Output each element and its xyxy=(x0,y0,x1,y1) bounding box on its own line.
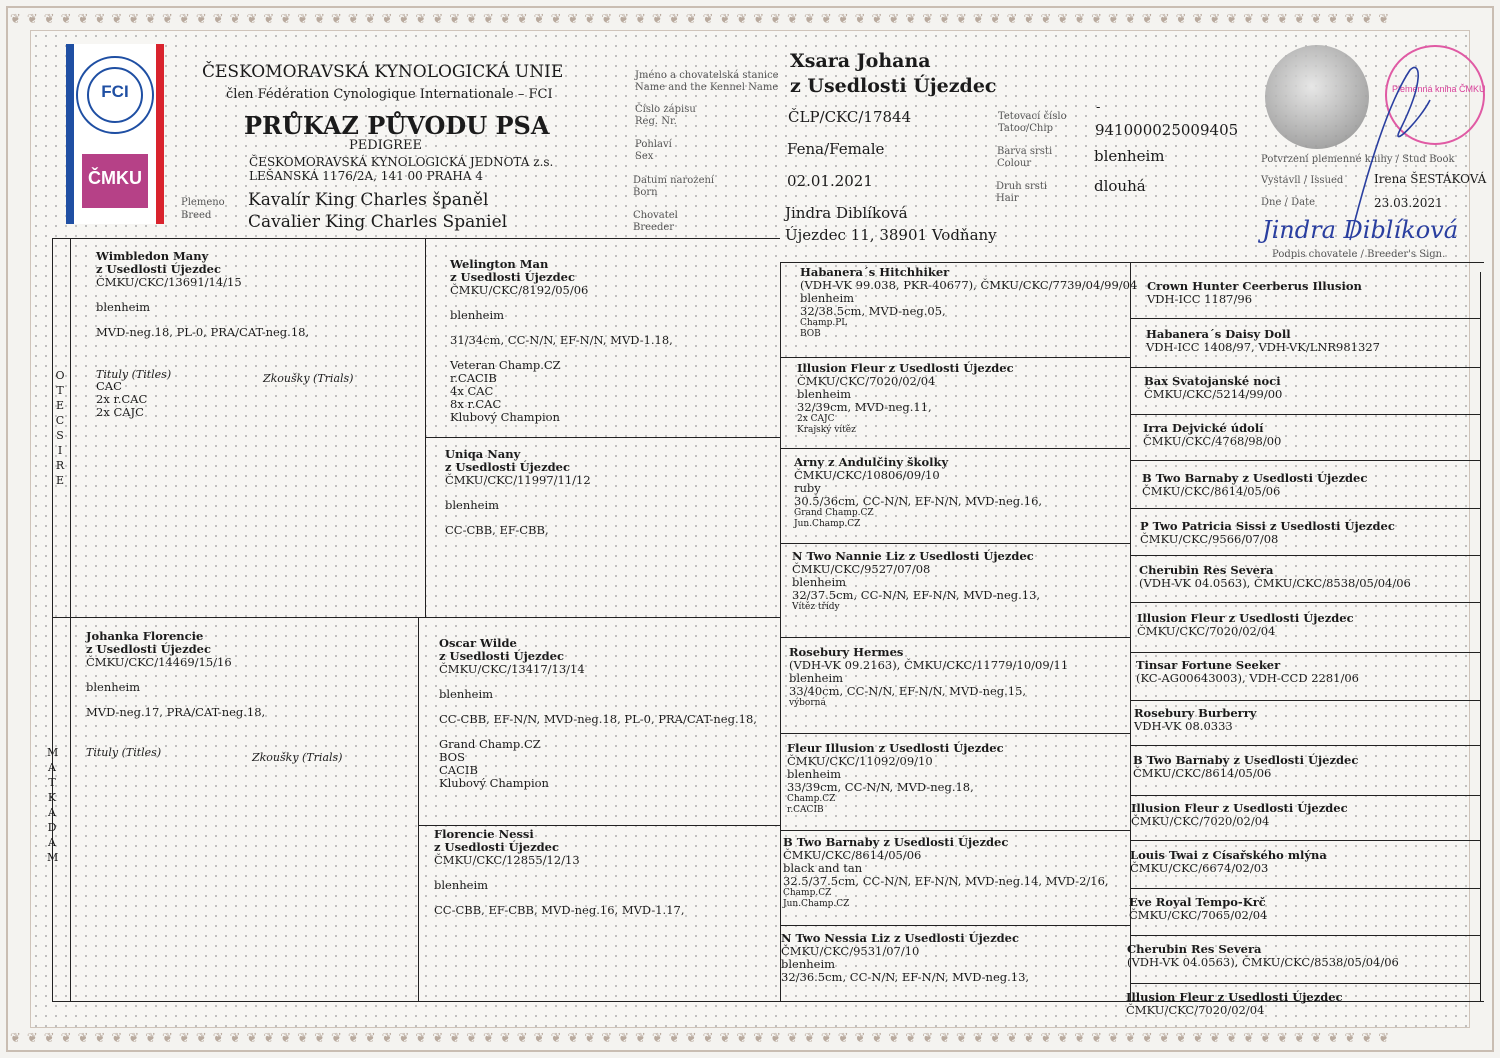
date-label: Dne / Date xyxy=(1261,197,1316,208)
sex-label-cz: Pohlaví xyxy=(635,139,672,150)
gen4-ancestor-entry: Illusion Fleur z Usedlosti Újezdec ČMKU/CKC/7020/02/04 xyxy=(1126,990,1343,1017)
gen4-ancestor-entry: Louis Twai z Císařského mlýna ČMKU/CKC/6674/02/03 xyxy=(1130,848,1327,875)
name-label-cz: Jméno a chovatelská stanice xyxy=(635,70,779,81)
gen4-ancestor-entry: Habanera´s Daisy Doll VDH-ICC 1408/97, VDH-VK/LNR981327 xyxy=(1146,327,1380,354)
doc-subtitle: PEDIGREE xyxy=(349,138,422,153)
gen4-ancestor-entry: Tinsar Fortune Seeker (KC-AG00643003), VDH-CCD 2281/06 xyxy=(1136,658,1359,685)
cmku-logo-text: ČMKU xyxy=(88,168,142,188)
gen4-ancestor-entry: Illusion Fleur z Usedlosti Újezdec ČMKU/CKC/7020/02/04 xyxy=(1131,801,1348,828)
sire-trials-label: Zkoušky (Trials) xyxy=(263,372,354,385)
breed-en: Cavalier King Charles Spaniel xyxy=(248,212,508,232)
gen3-ancestor-entry: N Two Nessia Liz z Usedlosti Újezdec ČMKU/CKC/9531/07/10 blenheim 32/36.5cm, CC-N/N, EF-N/N, MVD-neg.13, xyxy=(781,931,1030,984)
sire-entry: Wimbledon Many z Usedlosti Újezdec ČMKU/CKC/13691/14/15 blenheim MVD-neg.18, PL-0, PRA/CAT-neg.18, xyxy=(96,249,310,339)
gen4-ancestor-entry: Cherubin Res Severa (VDH-VK 04.0563), ČMKU/CKC/8538/05/04/06 xyxy=(1127,942,1399,969)
gen4-ancestor-entry: P Two Patricia Sissi z Usedlosti Újezdec ČMKU/CKC/9566/07/08 xyxy=(1140,519,1395,546)
breeder-label-cz: Chovatel xyxy=(633,210,678,221)
dog-hair: dlouhá xyxy=(1094,177,1146,195)
leaf-ornament-top: ❦❦❦❦❦❦❦❦❦❦❦❦❦❦❦❦❦❦❦❦❦❦❦❦❦❦❦❦❦❦❦❦❦❦❦❦❦❦❦❦❦❦❦❦❦❦❦❦❦❦❦❦❦❦❦❦❦❦❦❦❦❦❦❦❦❦❦❦❦❦❦❦❦❦❦❦❦❦❦❦❦❦ xyxy=(10,12,1396,27)
tattoo-dash: - xyxy=(1096,100,1101,115)
breeder-address: Újezdec 11, 38901 Vodňany xyxy=(785,226,997,244)
gen4-ancestor-entry: Illusion Fleur z Usedlosti Újezdec ČMKU/CKC/7020/02/04 xyxy=(1137,611,1354,638)
gen4-ancestor-entry: Crown Hunter Ceerberus Illusion VDH-ICC 1187/96 xyxy=(1147,279,1362,306)
studbook-label: Potvrzení plemenné knihy / Stud Book xyxy=(1261,154,1455,165)
studbook-stamp-text: Plemenná kniha ČMKU xyxy=(1392,84,1486,94)
gen4-ancestor-entry: Cherubin Res Severa (VDH-VK 04.0563), ČMKU/CKC/8538/05/04/06 xyxy=(1139,563,1411,590)
gen3-ancestor-entry: Illusion Fleur z Usedlosti Újezdec ČMKU/CKC/7020/02/04 blenheim 32/39cm, MVD-neg.11, 2x CAJC Krajský vítěz xyxy=(797,361,1014,435)
side-label-dam: MATKA DAM xyxy=(47,746,59,864)
dam-titles-label: Tituly (Titles) xyxy=(86,746,162,759)
sex-label-en: Sex xyxy=(635,151,654,162)
dog-name-line1: Xsara Johana xyxy=(790,50,931,72)
leaf-ornament-bottom: ❦❦❦❦❦❦❦❦❦❦❦❦❦❦❦❦❦❦❦❦❦❦❦❦❦❦❦❦❦❦❦❦❦❦❦❦❦❦❦❦❦❦❦❦❦❦❦❦❦❦❦❦❦❦❦❦❦❦❦❦❦❦❦❦❦❦❦❦❦❦❦❦❦❦❦❦❦❦❦❦❦❦ xyxy=(10,1031,1396,1046)
gen3-ancestor-entry: Arny z Andulčiny školky ČMKU/CKC/10806/09/10 ruby 30.5/36cm, CC-N/N, EF-N/N, MVD-neg.16, Grand Champ.CZ Jun.Champ.CZ xyxy=(794,455,1043,529)
fci-logo-text: FCI xyxy=(101,82,129,101)
breeder-label-en: Breeder xyxy=(633,222,675,233)
gen4-ancestor-entry: Irra Dejvické údolí ČMKU/CKC/4768/98/00 xyxy=(1143,421,1282,448)
hair-label-en: Hair xyxy=(996,193,1019,204)
side-label-sire: OTEC SIRE xyxy=(55,369,65,487)
grandparent-entry: Oscar Wilde z Usedlosti Újezdec ČMKU/CKC/13417/13/14 blenheim CC-CBB, EF-N/N, MVD-neg.18, PL-0, PRA/CAT-neg.18, Grand Champ.CZ BOS CACIB Klubový Champion xyxy=(439,636,757,790)
gen4-ancestor-entry: B Two Barnaby z Usedlosti Újezdec ČMKU/CKC/8614/05/06 xyxy=(1133,753,1359,780)
org-member: člen Fédération Cynologique Internationale – FCI xyxy=(226,87,553,102)
doc-title: PRŮKAZ PŮVODU PSA xyxy=(244,111,550,140)
gen3-ancestor-entry: Rosebury Hermes (VDH-VK 09.2163), ČMKU/CKC/11779/10/09/11 blenheim 33/40cm, CC-N/N, EF-N/N, MVD-neg.15, výborná xyxy=(789,645,1069,708)
gen4-ancestor-entry: Rosebury Burberry VDH-VK 08.0333 xyxy=(1134,706,1257,733)
name-label-en: Name and the Kennel Name xyxy=(635,82,779,93)
signature-scribble xyxy=(1330,40,1450,250)
chip-number: 941000025009405 xyxy=(1095,121,1239,139)
grandparent-entry: Florencie Nessi z Usedlosti Újezdec ČMKU/CKC/12855/12/13 blenheim CC-CBB, EF-CBB, MVD-neg.16, MVD-1.17, xyxy=(434,827,685,917)
tattoo-label-en: Tatoo/Chip xyxy=(998,123,1053,134)
hair-label-cz: Druh srsti xyxy=(996,181,1048,192)
issuer-address: LEŠANSKÁ 1176/2A, 141 00 PRAHA 4 xyxy=(249,169,483,183)
dog-colour: blenheim xyxy=(1094,147,1165,165)
breeder-name: Jindra Diblíková xyxy=(785,204,908,222)
gen4-ancestor-entry: Bax Svatojanské noci ČMKU/CKC/5214/99/00 xyxy=(1144,374,1283,401)
gen3-ancestor-entry: B Two Barnaby z Usedlosti Újezdec ČMKU/CKC/8614/05/06 black and tan 32.5/37.5cm, CC-N/N, EF-N/N, MVD-neg.14, MVD-2/16, Champ.CZ Jun.Champ.CZ xyxy=(783,835,1109,909)
born-label-cz: Datum narození xyxy=(633,175,715,186)
fci-cmku-logo xyxy=(66,44,164,224)
tattoo-label-cz: Tetovací číslo xyxy=(998,111,1067,122)
reg-label-en: Reg. Nr. xyxy=(635,116,677,127)
dog-born: 02.01.2021 xyxy=(787,172,873,190)
colour-label-en: Colour xyxy=(997,158,1032,169)
dog-name-line2: z Usedlosti Újezdec xyxy=(790,75,997,97)
dog-reg: ČLP/CKC/17844 xyxy=(788,108,912,126)
gen3-ancestor-entry: N Two Nannie Liz z Usedlosti Újezdec ČMKU/CKC/9527/07/08 blenheim 32/37.5cm, CC-N/N, EF-N/N, MVD-neg.13, Vítěz třídy xyxy=(792,549,1041,612)
gen3-ancestor-entry: Fleur Illusion z Usedlosti Újezdec ČMKU/CKC/11092/09/10 blenheim 33/39cm, CC-N/N, MVD-neg.18, Champ.CZ r.CACIB xyxy=(787,741,1004,815)
breed-label-en: Breed xyxy=(181,210,212,221)
gen3-ancestor-entry: Habanera´s Hitchhiker (VDH-VK 99.038, PKR-40677), ČMKU/CKC/7739/04/99/04 blenheim 32/38.5cm, MVD-neg.05, Champ.PL BOB xyxy=(800,265,1138,339)
issued-by: Irena ŠESTÁKOVÁ xyxy=(1374,172,1487,186)
grandparent-entry: Welington Man z Usedlosti Újezdec ČMKU/CKC/8192/05/06 blenheim 31/34cm, CC-N/N, EF-N/N, MVD-1.18, Veteran Champ.CZ r.CACIB 4x CAC 8x r.CAC Klubový Champion xyxy=(450,257,673,424)
breeder-signature: Jindra Diblíková xyxy=(1262,216,1459,244)
gen4-ancestor-entry: B Two Barnaby z Usedlosti Újezdec ČMKU/CKC/8614/05/06 xyxy=(1142,471,1368,498)
colour-label-cz: Barva srsti xyxy=(997,146,1053,157)
breed-cz: Kavalír King Charles španěl xyxy=(248,190,489,210)
dam-trials-label: Zkoušky (Trials) xyxy=(252,751,343,764)
issue-date: 23.03.2021 xyxy=(1374,196,1443,210)
issuer-name: ČESKOMORAVSKÁ KYNOLOGICKÁ JEDNOTA z.s. xyxy=(249,155,554,169)
grandparent-entry: Uniqa Nany z Usedlosti Újezdec ČMKU/CKC/11997/11/12 blenheim CC-CBB, EF-CBB, xyxy=(445,447,591,537)
sire-titles-label: Tituly (Titles) xyxy=(96,368,172,381)
dam-entry: Johanka Florencie z Usedlosti Újezdec ČMKU/CKC/14469/15/16 blenheim MVD-neg.17, PRA/CAT-neg.18, xyxy=(86,629,266,719)
breed-label-cz: Plemeno xyxy=(181,197,225,208)
born-label-en: Born xyxy=(633,187,658,198)
sire-titles: CAC 2x r.CAC 2x CAJC xyxy=(96,379,148,419)
issued-label: Vystavil / Issued xyxy=(1261,175,1344,186)
org-name: ČESKOMORAVSKÁ KYNOLOGICKÁ UNIE xyxy=(202,62,564,82)
breeder-sign-label: Podpis chovatele / Breeder's Sign. xyxy=(1272,249,1446,260)
reg-label-cz: Číslo zápisu xyxy=(635,104,696,115)
dog-sex: Fena/Female xyxy=(787,140,885,158)
gen4-ancestor-entry: Eve Royal Tempo-Krč ČMKU/CKC/7065/02/04 xyxy=(1129,895,1268,922)
